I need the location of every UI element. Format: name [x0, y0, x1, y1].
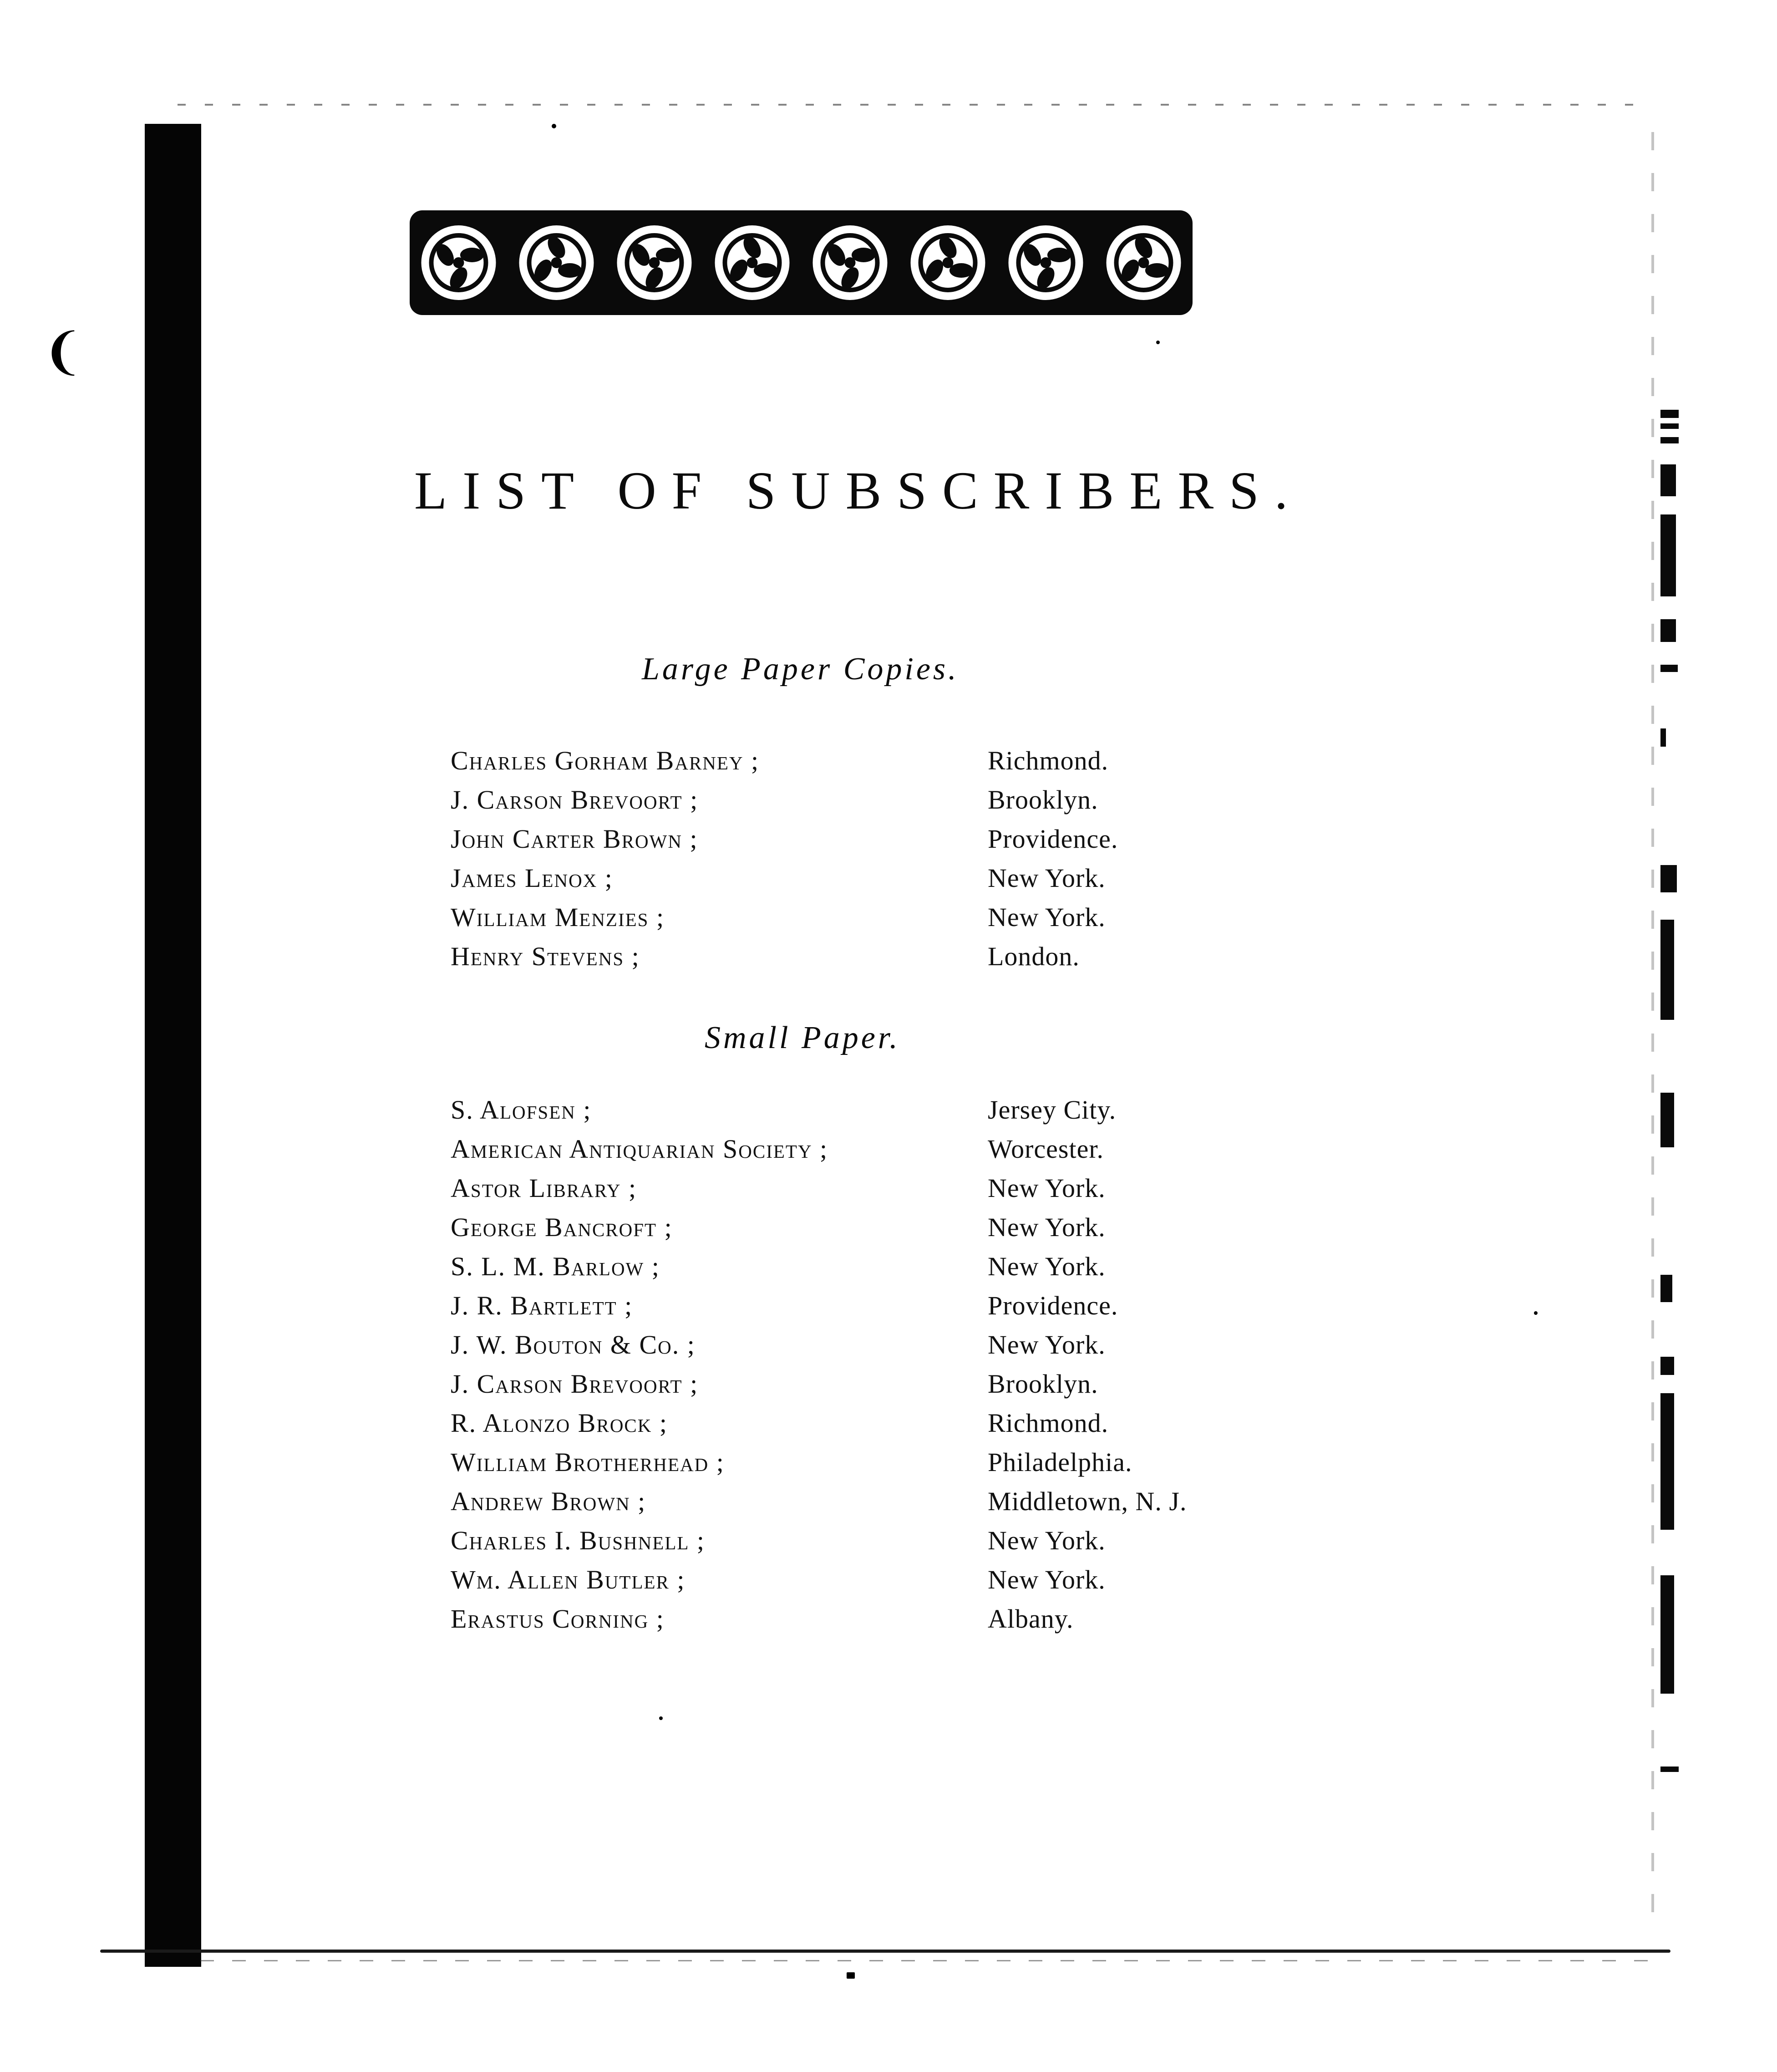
subscriber-entry	[451, 937, 1224, 976]
ornament-flower-motif	[911, 225, 985, 300]
subscriber-entry	[451, 1364, 1224, 1404]
subscriber-place: New York.	[988, 863, 1106, 893]
subscriber-place: London.	[988, 942, 1080, 971]
subscriber-place: Richmond.	[988, 746, 1109, 775]
subscriber-name: Andrew Brown ;	[451, 1487, 646, 1516]
subscriber-name: Astor Library ;	[451, 1173, 637, 1203]
subscriber-entry	[451, 1130, 1224, 1169]
subscriber-name: Erastus Corning ;	[451, 1604, 665, 1634]
page-edge-right	[1651, 132, 1654, 1930]
speck	[552, 124, 556, 128]
subscriber-name: James Lenox ;	[451, 863, 613, 893]
subscriber-name: J. W. Bouton & Co. ;	[451, 1330, 696, 1359]
subscriber-name: J. R. Bartlett ;	[451, 1291, 633, 1320]
subscriber-entry	[451, 1208, 1224, 1247]
subscriber-entry	[451, 1599, 1224, 1639]
page-edge-top	[178, 104, 1643, 106]
subscriber-name: Charles Gorham Barney ;	[451, 746, 760, 775]
ornament-flower-motif	[715, 225, 790, 300]
subscriber-entry	[451, 1560, 1224, 1599]
subscriber-name: Wm. Allen Butler ;	[451, 1565, 685, 1594]
subscriber-name: S. L. M. Barlow ;	[451, 1252, 660, 1281]
subscriber-entry	[451, 820, 1224, 859]
subscriber-place: New York.	[988, 1173, 1106, 1203]
subscriber-entry	[451, 1247, 1224, 1286]
ornament-flower-motif	[519, 225, 594, 300]
ornament-flower-motif	[421, 225, 496, 300]
subscriber-entry	[451, 859, 1224, 898]
subscriber-place: Jersey City.	[988, 1095, 1117, 1125]
speck	[847, 1972, 855, 1979]
subscriber-name: J. Carson Brevoort ;	[451, 1369, 699, 1399]
subscriber-place: New York.	[988, 902, 1106, 932]
subscriber-entry	[451, 1325, 1224, 1364]
page-title: LIST OF SUBSCRIBERS.	[414, 461, 1304, 520]
subscriber-place: Richmond.	[988, 1408, 1109, 1438]
subscriber-entry	[451, 1404, 1224, 1443]
subscriber-name: William Menzies ;	[451, 902, 665, 932]
section-heading-large-paper: Large Paper Copies.	[642, 652, 959, 687]
subscriber-name: John Carter Brown ;	[451, 824, 698, 854]
subscriber-place: New York.	[988, 1212, 1106, 1242]
subscriber-place: Philadelphia.	[988, 1447, 1132, 1477]
subscriber-entry	[451, 1169, 1224, 1208]
subscriber-place: New York.	[988, 1330, 1106, 1359]
subscriber-name: S. Alofsen ;	[451, 1095, 592, 1125]
subscriber-place: New York.	[988, 1526, 1106, 1555]
binding-shadow	[145, 124, 201, 1967]
page-edge-bottom-trace	[200, 1960, 1657, 1961]
ornament-flower-motif	[617, 225, 692, 300]
subscriber-entry	[451, 1521, 1224, 1560]
subscriber-place: Albany.	[988, 1604, 1074, 1634]
subscriber-entry	[451, 1286, 1224, 1325]
scan-margin-marks	[1660, 410, 1688, 1912]
floral-headpiece-ornament	[410, 210, 1193, 315]
speck	[1156, 341, 1160, 344]
ornament-flower-motif	[1107, 225, 1181, 300]
subscriber-entry	[451, 1443, 1224, 1482]
subscriber-name: J. Carson Brevoort ;	[451, 785, 699, 815]
subscriber-place: Worcester.	[988, 1134, 1104, 1164]
subscriber-name: Charles I. Bushnell ;	[451, 1526, 706, 1555]
subscriber-list-small-paper	[451, 1090, 1224, 1639]
page-edge-bottom	[100, 1950, 1670, 1953]
subscriber-entry	[451, 898, 1224, 937]
subscriber-name: Henry Stevens ;	[451, 942, 640, 971]
subscriber-name: American Antiquarian Society ;	[451, 1134, 828, 1164]
subscriber-entry	[451, 780, 1224, 820]
margin-mark-icon: ❨	[42, 324, 84, 380]
subscriber-place: New York.	[988, 1252, 1106, 1281]
ornament-flower-motif	[1009, 225, 1083, 300]
subscriber-place: Middletown, N. J.	[988, 1487, 1187, 1516]
section-heading-small-paper: Small Paper.	[705, 1020, 900, 1055]
subscriber-place: Providence.	[988, 1291, 1118, 1320]
speck	[1534, 1311, 1538, 1315]
subscriber-entry	[451, 741, 1224, 780]
subscriber-entry	[451, 1482, 1224, 1521]
subscriber-list-large-paper	[451, 741, 1224, 976]
subscriber-place: Brooklyn.	[988, 785, 1098, 815]
subscriber-place: Providence.	[988, 824, 1118, 854]
speck	[659, 1716, 663, 1720]
ornament-flower-motif	[813, 225, 888, 300]
subscriber-place: Brooklyn.	[988, 1369, 1098, 1399]
subscriber-name: William Brotherhead ;	[451, 1447, 725, 1477]
subscriber-entry	[451, 1090, 1224, 1130]
subscriber-name: George Bancroft ;	[451, 1212, 673, 1242]
subscriber-name: R. Alonzo Brock ;	[451, 1408, 668, 1438]
subscriber-place: New York.	[988, 1565, 1106, 1594]
